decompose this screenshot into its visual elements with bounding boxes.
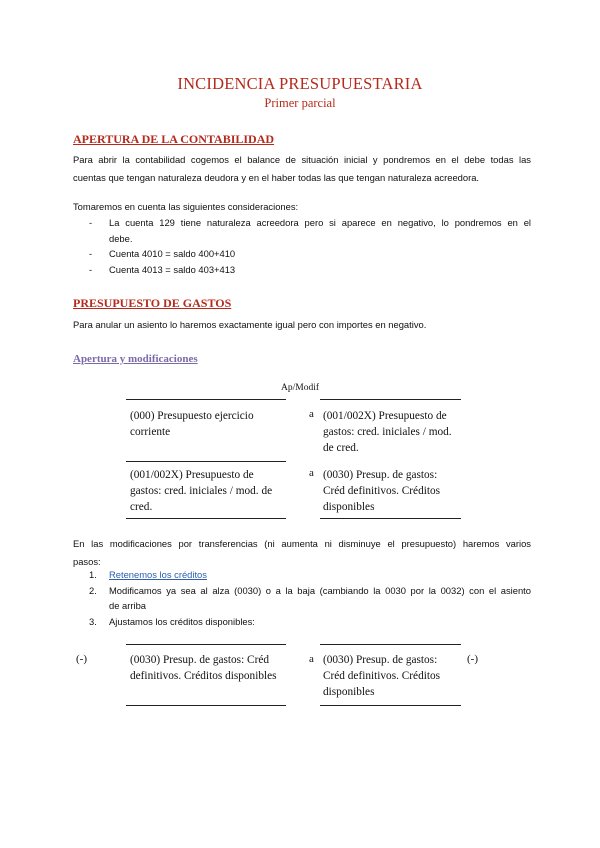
list-item-line: Ajustamos los créditos disponibles:	[109, 615, 255, 627]
entry-rule	[320, 705, 461, 706]
entry2-debit: (001/002X) Presupuesto de gastos: cred. iniciales / mod. de cred.	[130, 469, 273, 513]
bullet-dash: -	[89, 217, 93, 228]
entry-rule	[320, 644, 461, 645]
document-subtitle: Primer parcial	[264, 96, 336, 110]
entry3-debit: (0030) Presup. de gastos: Créd definitivos. Créditos disponibles	[130, 654, 277, 682]
paragraph-line: pasos:	[73, 555, 101, 567]
entry-rule	[320, 399, 461, 400]
steps-list	[73, 567, 531, 629]
paragraph-transferencias	[73, 535, 531, 570]
list-item-line: Cuenta 4013 = saldo 403+413	[109, 263, 236, 275]
entry-rule	[126, 518, 286, 519]
entry1-connector: a	[309, 408, 314, 420]
list-item-line: debe.	[109, 232, 133, 244]
bullet-dash: -	[89, 263, 93, 275]
entry-rule	[320, 518, 461, 519]
list-item	[73, 583, 531, 614]
entry2-credit: (0030) Presup. de gastos: Créd definitivos. Créditos disponibles	[323, 469, 441, 513]
list-item-line: La cuenta 129 tiene naturaleza acreedora pero si aparece en negativo, lo pondremos en el	[109, 217, 531, 228]
list-item	[73, 262, 531, 278]
considerations-intro: Tomaremos en cuenta las siguientes consideraciones:	[73, 201, 299, 212]
entry-rule	[126, 644, 286, 645]
list-item	[73, 614, 531, 630]
list-item	[73, 215, 531, 246]
entry-rule	[126, 399, 286, 400]
subheading-apertura-modificaciones: Apertura y modificaciones	[73, 353, 198, 365]
entry1-debit: (000) Presupuesto ejercicio corriente	[130, 410, 254, 438]
entry2-connector: a	[309, 467, 314, 479]
paragraph-apertura	[73, 151, 531, 186]
entry-label-apmodif: Ap/Modif	[281, 383, 319, 393]
paragraph-line: cuentas que tengan naturaleza deudora y en el haber todas las que tengan naturaleza acreedora.	[73, 171, 480, 183]
entry3-credit: (0030) Presup. de gastos: Créd definitivos. Créditos disponibles	[323, 654, 441, 698]
step-number: 2.	[89, 584, 97, 596]
list-item-line: de arriba	[109, 600, 147, 611]
entry3-right-sign: (-)	[467, 653, 478, 665]
entry-rule	[126, 705, 286, 706]
section-heading-presupuesto: PRESUPUESTO DE GASTOS	[73, 296, 232, 310]
entry1-credit: (001/002X) Presupuesto de gastos: cred. iniciales / mod. de cred.	[323, 410, 452, 454]
paragraph-line: En las modificaciones por transferencias (ni aumenta ni disminuye el presupuesto) haremos varios	[73, 538, 531, 549]
entry3-left-sign: (-)	[76, 653, 87, 665]
paragraph-line: Para abrir la contabilidad cogemos el balance de situación inicial y pondremos en el debe todas las	[73, 154, 531, 165]
bullet-dash: -	[89, 248, 93, 259]
list-item	[73, 246, 531, 262]
list-item	[73, 567, 531, 583]
entry3-connector: a	[309, 653, 314, 665]
step-number: 1.	[89, 569, 97, 580]
retenemos-link[interactable]: Retenemos los créditos	[109, 569, 207, 580]
list-item-line: Modificamos ya sea al alza (0030) o a la baja (cambiando la 0030 por la 0032) con el asiento	[109, 584, 531, 596]
paragraph-anular: Para anular un asiento lo haremos exactamente igual pero con importes en negativo.	[73, 319, 427, 330]
step-number: 3.	[89, 615, 97, 627]
section-heading-apertura: APERTURA DE LA CONTABILIDAD	[73, 132, 275, 146]
document-title: INCIDENCIA PRESUPUESTARIA	[177, 74, 423, 93]
considerations-list	[73, 215, 531, 277]
entry-rule	[126, 461, 286, 462]
list-item-line: Cuenta 4010 = saldo 400+410	[109, 248, 236, 259]
